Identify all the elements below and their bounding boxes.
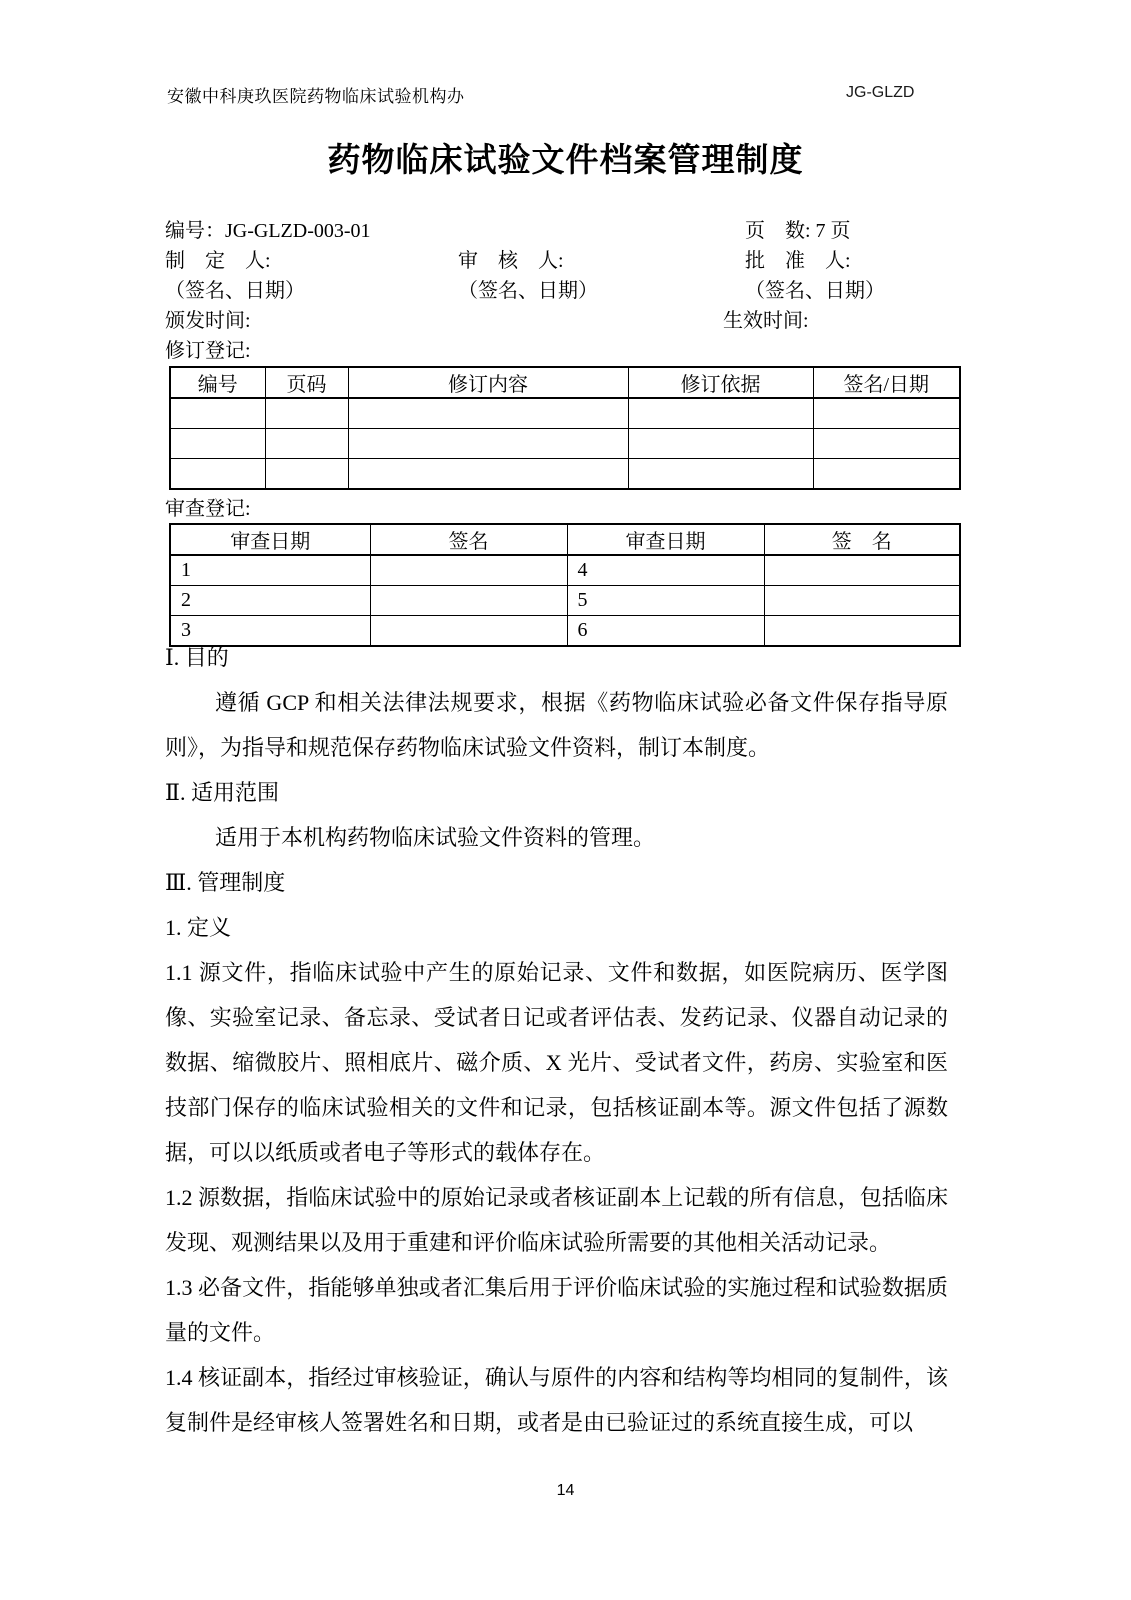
table-cell — [764, 586, 960, 616]
row-index-cell: 4 — [567, 555, 764, 586]
document-body — [165, 635, 948, 1445]
table-cell — [265, 398, 348, 429]
paragraph-scope: 适用于本机构药物临床试验文件资料的管理。 — [215, 825, 656, 850]
sign-date-note-3: （签名、日期） — [745, 279, 885, 302]
table-cell — [170, 398, 265, 429]
row-index-cell: 2 — [170, 586, 370, 616]
drafter-label: 制 定 人: — [165, 249, 271, 272]
review-register-label: 审查登记: — [165, 498, 251, 520]
meta-row-roles — [165, 243, 955, 273]
row-index-cell: 6 — [567, 616, 764, 647]
meta-block — [165, 213, 955, 363]
table-row — [170, 429, 960, 459]
table-cell — [265, 429, 348, 459]
col-header-basis: 修订依据 — [628, 367, 813, 398]
col-header-number: 编号 — [170, 367, 265, 398]
table-cell — [813, 398, 960, 429]
paragraph-purpose: 遵循 GCP 和相关法律法规要求，根据《药物临床试验必备文件保存指导原则》，为指导和规范保存药物临床试验文件资料，制订本制度。 — [165, 690, 948, 760]
document-code: JG-GLZD — [846, 84, 915, 101]
table-cell — [348, 429, 628, 459]
meta-row-number — [165, 213, 955, 243]
issue-date-label: 颁发时间: — [165, 309, 251, 332]
row-index-cell: 3 — [170, 616, 370, 647]
col-header-signature-1: 签名 — [370, 524, 567, 555]
effective-date-label: 生效时间: — [723, 309, 809, 332]
col-header-content: 修订内容 — [348, 367, 628, 398]
section-heading-scope: Ⅱ. 适用范围 — [165, 780, 279, 805]
doc-number: 编号：JG-GLZD-003-01 — [165, 219, 371, 242]
row-index-cell: 5 — [567, 586, 764, 616]
table-row — [170, 555, 960, 586]
meta-row-signatures — [165, 273, 955, 303]
paragraph-definition-1-4: 1.4 核证副本，指经过审核验证，确认与原件的内容和结构等均相同的复制件，该复制件是经审核人签署姓名和日期，或者是由已验证过的系统直接生成，可以 — [165, 1365, 948, 1435]
approver-label: 批 准 人: — [745, 249, 851, 272]
page-number: 14 — [556, 1482, 575, 1499]
paragraph-definition-1-1: 1.1 源文件，指临床试验中产生的原始记录、文件和数据，如医院病历、医学图像、实验室记录、备忘录、受试者日记或者评估表、发药记录、仪器自动记录的数据、缩微胶片、照相底片、磁介质、X 光片、受试者文件，药房、实验室和医技部门保存的临床试验相关的文件和记录，包括核证副本等。源文件包括了源数据，可以以纸质或者电子等形式的载体存在。 — [165, 960, 948, 1165]
review-register-table — [169, 523, 961, 647]
table-cell — [265, 459, 348, 490]
meta-row-dates — [165, 303, 955, 333]
table-cell — [628, 459, 813, 490]
section-heading-definitions: 1. 定义 — [165, 915, 232, 940]
table-cell — [348, 459, 628, 490]
table-cell — [628, 398, 813, 429]
table-row — [170, 398, 960, 429]
col-header-sign-date: 签名/日期 — [813, 367, 960, 398]
page-count: 页 数: 7 页 — [745, 219, 851, 242]
sign-date-note-2: （签名、日期） — [458, 279, 598, 302]
table-cell — [813, 459, 960, 490]
table-cell — [628, 429, 813, 459]
table-header-row — [170, 524, 960, 555]
col-header-review-date-2: 审查日期 — [567, 524, 764, 555]
paragraph-definition-1-2: 1.2 源数据，指临床试验中的原始记录或者核证副本上记载的所有信息，包括临床发现、观测结果以及用于重建和评价临床试验所需要的其他相关活动记录。 — [165, 1185, 948, 1255]
col-header-review-date-1: 审查日期 — [170, 524, 370, 555]
document-title: 药物临床试验文件档案管理制度 — [327, 143, 804, 179]
table-cell — [348, 398, 628, 429]
table-cell — [170, 429, 265, 459]
sign-date-note-1: （签名、日期） — [165, 279, 305, 302]
reviewer-label: 审 核 人: — [458, 249, 564, 272]
organization-name: 安徽中科庚玖医院药物临床试验机构办 — [167, 87, 465, 106]
revision-register-label: 修订登记: — [165, 339, 251, 362]
table-row — [170, 586, 960, 616]
table-cell — [764, 555, 960, 586]
table-header-row — [170, 367, 960, 398]
table-row — [170, 459, 960, 490]
table-cell — [370, 555, 567, 586]
section-heading-purpose: Ⅰ. 目的 — [165, 645, 229, 670]
table-cell — [170, 459, 265, 490]
paragraph-definition-1-3: 1.3 必备文件，指能够单独或者汇集后用于评价临床试验的实施过程和试验数据质量的文件。 — [165, 1275, 948, 1345]
col-header-page: 页码 — [265, 367, 348, 398]
section-heading-management: Ⅲ. 管理制度 — [165, 870, 286, 895]
meta-row-revision-label — [165, 333, 955, 363]
table-cell — [370, 586, 567, 616]
col-header-signature-2: 签 名 — [764, 524, 960, 555]
table-cell — [813, 429, 960, 459]
row-index-cell: 1 — [170, 555, 370, 586]
revision-register-table — [169, 366, 961, 490]
